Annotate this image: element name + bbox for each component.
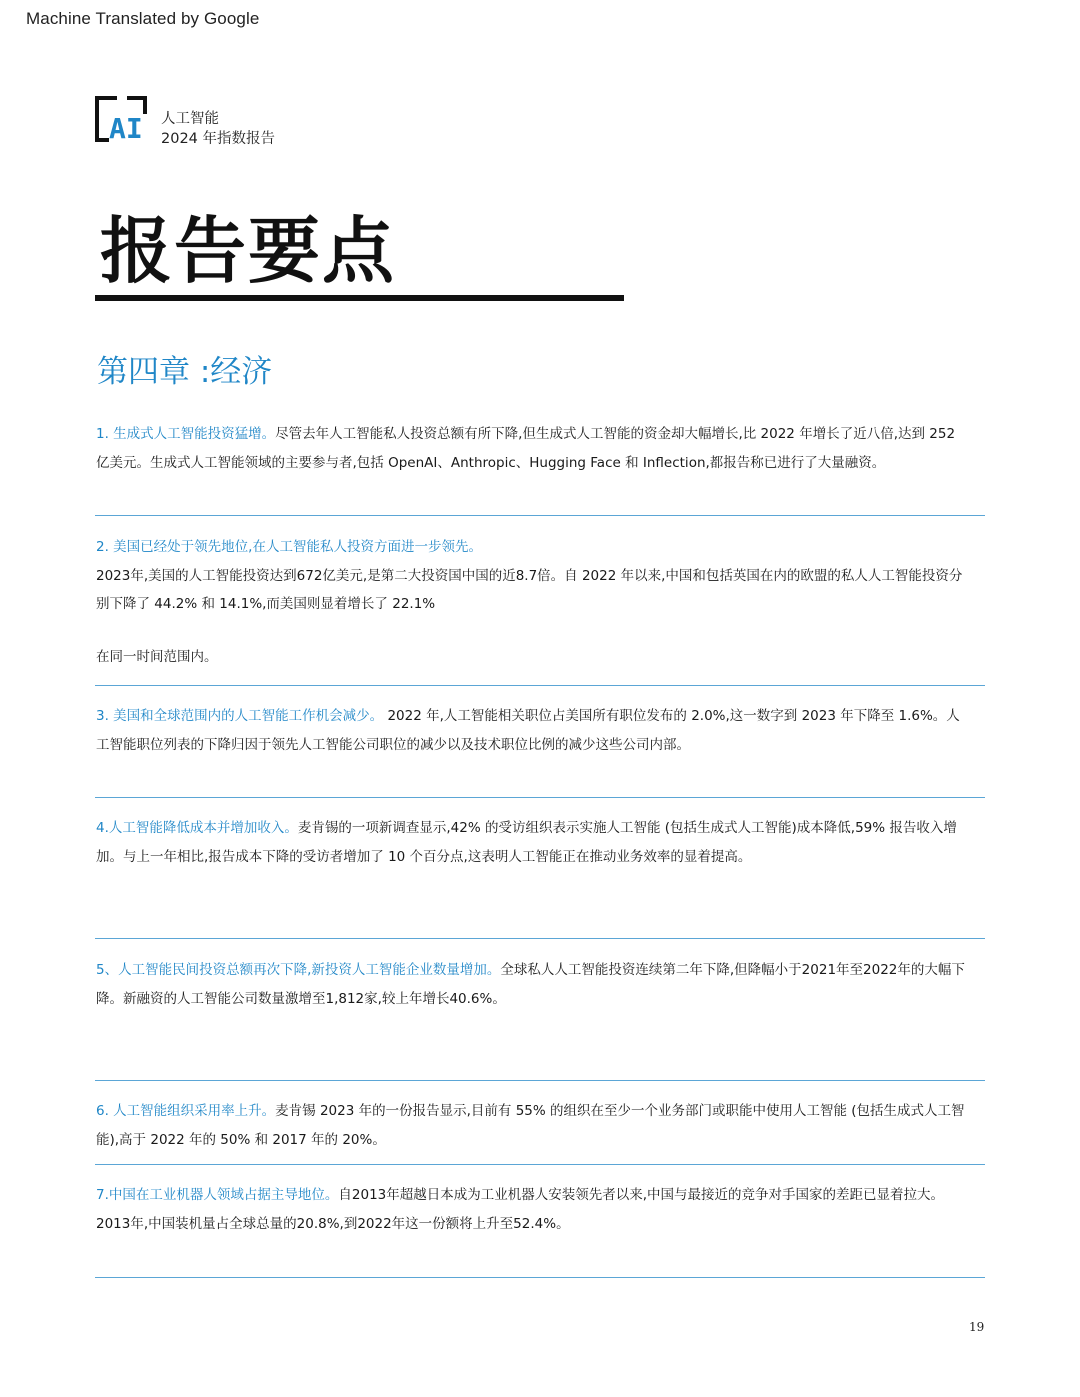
section-divider [95, 938, 985, 939]
highlight-item-2 [96, 533, 966, 671]
chapter-title: 第四章 :经济 [97, 354, 273, 390]
section-divider [95, 1080, 985, 1081]
highlight-item-5 [96, 956, 966, 1013]
item-body: 麦肯锡 2023 年的一份报告显示,目前有 55% 的组织在至少一个业务部门或职能中使用人工智能 (包括生成式人工智能),高于 2022 年的 50% 和 2017 年的 20%。 [96, 1103, 965, 1148]
logo-line-2: 2024 年指数报告 [161, 131, 276, 147]
section-divider [95, 1164, 985, 1165]
ai-index-logo-icon [95, 96, 147, 142]
item-heading: 6. 人工智能组织采用率上升。 [96, 1103, 276, 1119]
machine-translation-banner: Machine Translated by Google [26, 9, 260, 28]
item-heading: 1. 生成式人工智能投资猛增。 [96, 426, 276, 442]
item-heading: 7.中国在工业机器人领域占据主导地位。 [96, 1187, 339, 1203]
section-divider [95, 515, 985, 516]
logo-text [161, 109, 275, 149]
item-body: 2022 年,人工智能相关职位占美国所有职位发布的 2.0%,这一数字到 2023 年下降至 1.6%。人工智能职位列表的下降归因于领先人工智能公司职位的减少以及技术职位比例的减少这些公司内部。 [96, 708, 960, 753]
item-heading: 4.人工智能降低成本并增加收入。 [96, 820, 298, 836]
highlight-item-4 [96, 814, 966, 871]
item-heading: 5、人工智能民间投资总额再次下降,新投资人工智能企业数量增加。 [96, 962, 501, 978]
item-heading: 3. 美国和全球范围内的人工智能工作机会减少。 [96, 708, 384, 724]
page-number: 19 [969, 1320, 985, 1334]
item-body-continued: 在同一时间范围内。 [96, 648, 218, 665]
item-heading: 2. 美国已经处于领先地位,在人工智能私人投资方面进一步领先。 [96, 539, 482, 555]
section-divider [95, 685, 985, 686]
logo-line-1: 人工智能 [161, 111, 219, 127]
svg-text:AI: AI [109, 112, 143, 142]
item-body: 自2013年超越日本成为工业机器人安装领先者以来,中国与最接近的竞争对手国家的差距已显着拉大。 2013年,中国装机量占全球总量的20.8%,到2022年这一份额将上升至52.4%。 [96, 1187, 945, 1232]
report-logo [95, 96, 275, 149]
item-body: 麦肯锡的一项新调查显示,42% 的受访组织表示实施人工智能 (包括生成式人工智能)成本降低,59% 报告收入增加。与上一年相比,报告成本下降的受访者增加了 10 个百分点,这表明人工智能正在推动业务效率的显着提高。 [96, 820, 957, 865]
item-body: 全球私人人工智能投资连续第二年下降,但降幅小于2021年至2022年的大幅下降。新融资的人工智能公司数量激增至1,812家,较上年增长40.6%。 [96, 962, 965, 1007]
highlight-item-7 [96, 1181, 966, 1238]
highlight-item-3 [96, 702, 966, 759]
section-divider [95, 797, 985, 798]
item-body: 2023年,美国的人工智能投资达到672亿美元,是第二大投资国中国的近8.7倍。自 2022 年以来,中国和包括英国在内的欧盟的私人人工智能投资分别下降了 44.2% 和 14.1%,而美国则显着增长了 22.1% [96, 567, 963, 612]
item-body: 尽管去年人工智能私人投资总额有所下降,但生成式人工智能的资金却大幅增长,比 2022 年增长了近八倍,达到 252 亿美元。生成式人工智能领域的主要参与者,包括 OpenAI、Anthropic、Hugging Face 和 Inflection,都报告称已进行了大量融资。 [96, 426, 956, 471]
page-title: 报告要点 [100, 209, 397, 293]
highlight-item-1 [96, 420, 966, 477]
section-divider [95, 1277, 985, 1278]
title-underline [95, 295, 624, 301]
highlight-item-6 [96, 1097, 966, 1154]
